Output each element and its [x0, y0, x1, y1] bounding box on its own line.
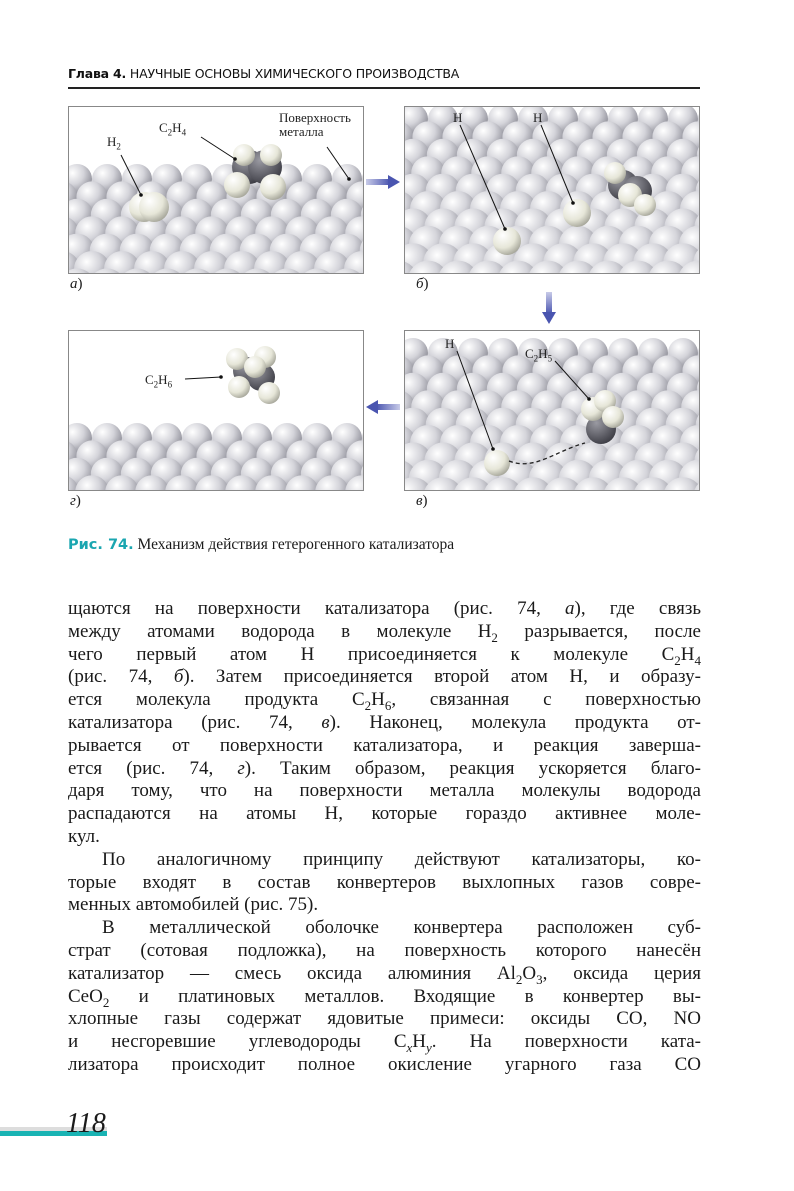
text-line: даря тому, что на поверхности металла молекулы водорода: [68, 780, 701, 802]
hydrogen-atom: [484, 450, 510, 476]
text-line: менных автомобилей (рис. 75).: [68, 894, 319, 916]
figure-caption: [68, 536, 454, 554]
molecule-label: H: [533, 110, 543, 125]
arrow-left-icon: [364, 399, 402, 415]
hydrogen-atom: [228, 376, 250, 398]
pointer-arrowhead: [233, 157, 237, 161]
metal-surface: [69, 164, 363, 274]
text-line: щаются на поверхности катализатора (рис. 74, а), где связь: [68, 598, 701, 619]
hydrogen-atom: [139, 192, 169, 222]
caption-text: Механизм действия гетерогенного катализатора: [133, 536, 455, 553]
molecule-label: $C_2H_6$: [145, 372, 173, 390]
molecule-label: $C_2H_4$: [159, 120, 187, 138]
text-line: ется молекула продукта $C_2H_6$, связанная с поверхностью: [68, 689, 701, 713]
running-header: [68, 66, 459, 81]
figure-panel-v: [404, 330, 700, 491]
text-line: лизатора происходит полное окисление угарного газа CO: [68, 1053, 701, 1075]
pointer-arrowhead: [571, 201, 575, 205]
hydrogen-atom: [244, 356, 266, 378]
text-line: торые входят в состав конвертеров выхлопных газов совре-: [68, 871, 701, 893]
pointer-arrowhead: [503, 227, 507, 231]
text-line: и несгоревшие углеводороды $C_xH_y$. На поверхности ката-: [68, 1031, 701, 1055]
figure-panel-b: [404, 106, 700, 274]
text-line: чего первый атом H присоединяется к молекуле $C_2H_4$: [68, 643, 701, 668]
pointer-line: [201, 137, 235, 159]
text-line: катализатор — смесь оксида алюминия $Al_2O_3$, оксида церия: [68, 962, 701, 987]
chapter-title: НАУЧНЫЕ ОСНОВЫ ХИМИЧЕСКОГО ПРОИЗВОДСТВА: [129, 66, 460, 81]
hydrogen-atom: [634, 194, 656, 216]
arrow-right-icon: [364, 174, 402, 190]
figure-panel-a: [68, 106, 364, 274]
text-line: По аналогичному принципу действуют катализаторы, ко-: [102, 848, 701, 870]
hydrogen-atom: [258, 382, 280, 404]
molecule-label: Поверхность металла: [279, 110, 351, 139]
hydrogen-atom: [602, 406, 624, 428]
pointer-arrowhead: [139, 193, 143, 197]
text-line: распадаются на атомы H, которые гораздо активнее моле-: [68, 803, 701, 825]
pointer-line: [185, 377, 221, 379]
hydrogen-atom: [260, 174, 286, 200]
text-line: рывается от поверхности катализатора, и реакция заверша-: [68, 734, 701, 756]
page-number: 118: [66, 1108, 106, 1139]
panel-letter-g: г): [70, 493, 81, 509]
panel-letter-a: а): [70, 276, 83, 292]
text-line: страт (сотовая подложка), на поверхность которого нанесён: [68, 939, 701, 961]
molecule-label: $C_2H_5$: [525, 346, 553, 364]
pointer-arrowhead: [491, 447, 495, 451]
header-rule: [68, 87, 700, 89]
text-line: между атомами водорода в молекуле $H_2$ разрывается, после: [68, 620, 701, 645]
hydrogen-atom: [224, 172, 250, 198]
molecule-label: $H_2$: [107, 134, 121, 152]
hydrogen-atom: [260, 144, 282, 166]
hydrogen-atom: [563, 199, 591, 227]
panel-letter-v: в): [416, 493, 428, 509]
pointer-arrowhead: [347, 177, 351, 181]
chapter-number: Глава 4.: [68, 66, 127, 81]
text-line: В металлической оболочке конвертера расположен суб-: [102, 917, 701, 939]
figure-panel-g: [68, 330, 364, 491]
metal-surface: [405, 107, 699, 274]
text-line: CeO$_2$ и платиновых металлов. Входящие в конвертер вы-: [68, 985, 701, 1010]
molecule: [226, 346, 280, 404]
text-line: катализатора (рис. 74, в). Наконец, молекула продукта от-: [68, 711, 702, 733]
hydrogen-atom: [604, 162, 626, 184]
pointer-arrowhead: [219, 375, 223, 379]
hydrogen-atom: [233, 144, 255, 166]
hydrogen-atom: [493, 227, 521, 255]
text-line: кул.: [68, 825, 100, 847]
pointer-arrowhead: [587, 397, 591, 401]
text-line: (рис. 74, б). Затем присоединяется второй атом H, и образу-: [68, 666, 701, 688]
text-line: ется (рис. 74, г). Таким образом, реакция ускоряется благо-: [68, 757, 701, 779]
molecule-label: H: [445, 336, 455, 351]
body-text: [68, 598, 701, 1077]
panel-letter-b: б): [416, 276, 429, 292]
molecule-label: H: [453, 110, 463, 125]
text-line: хлопные газы содержат ядовитые примеси: оксиды CO, NO: [68, 1008, 701, 1030]
figure-number: Рис. 74.: [68, 537, 134, 553]
arrow-down-icon: [541, 290, 557, 326]
metal-surface: [69, 423, 363, 491]
